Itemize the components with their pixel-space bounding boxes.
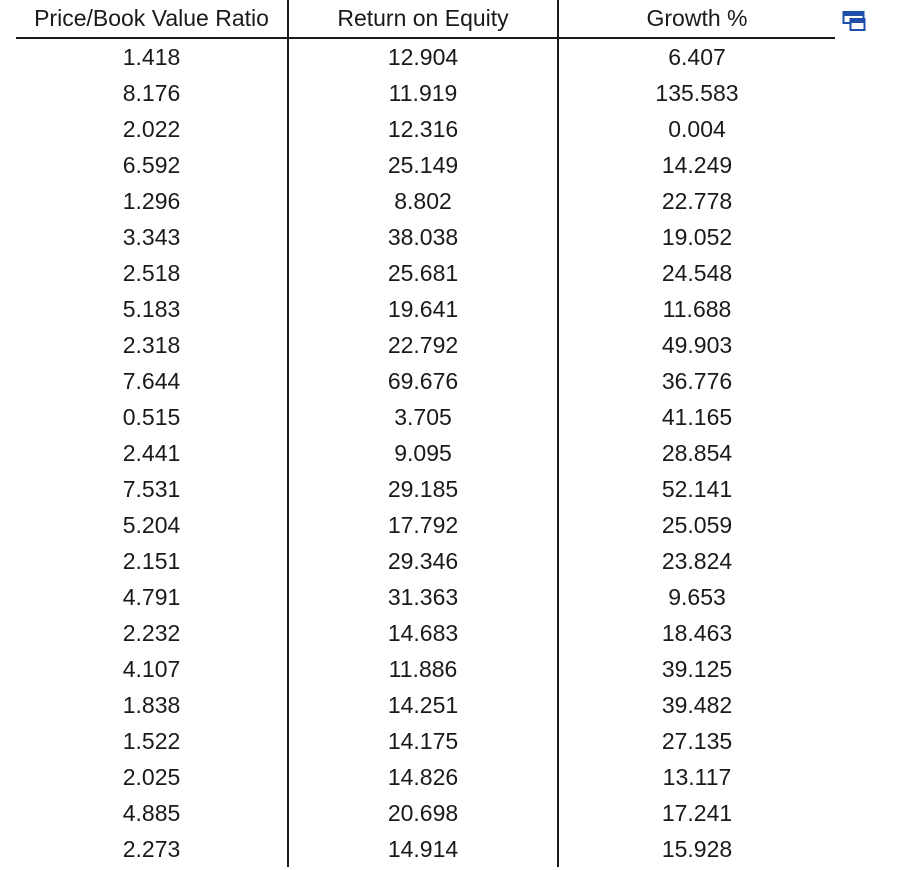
cell-growth-percent: 25.059 (661, 511, 733, 538)
cell-growth-percent: 39.125 (661, 655, 733, 682)
cell-growth-percent: 18.463 (661, 619, 733, 646)
cell-price-book-value-ratio: 2.273 (16, 831, 288, 867)
cell-return-on-equity: 29.185 (288, 471, 558, 507)
cell-growth-percent: 9.653 (668, 583, 726, 610)
table-row (16, 255, 835, 291)
table-row (16, 759, 835, 795)
cell-price-book-value-ratio: 4.791 (16, 579, 288, 615)
cell-price-book-value-ratio: 8.176 (16, 75, 288, 111)
cell-return-on-equity: 19.641 (288, 291, 558, 327)
cell-price-book-value-ratio: 5.183 (16, 291, 288, 327)
cell-return-on-equity: 14.914 (288, 831, 558, 867)
table-row (16, 435, 835, 471)
table-row (16, 291, 835, 327)
cell-growth-percent: 19.052 (661, 223, 733, 250)
cell-growth-percent: 39.482 (661, 691, 733, 718)
cell-return-on-equity: 11.919 (288, 75, 558, 111)
cell-price-book-value-ratio: 7.531 (16, 471, 288, 507)
table-body (16, 38, 835, 867)
cell-return-on-equity: 9.095 (288, 435, 558, 471)
cell-growth-percent: 11.688 (662, 295, 732, 322)
cell-price-book-value-ratio: 1.296 (16, 183, 288, 219)
cell-price-book-value-ratio: 2.318 (16, 327, 288, 363)
table-row (16, 795, 835, 831)
cell-return-on-equity: 12.904 (288, 38, 558, 75)
cell-price-book-value-ratio: 1.522 (16, 723, 288, 759)
cell-growth-percent: 0.004 (668, 115, 726, 142)
table-row (16, 651, 835, 687)
cell-return-on-equity: 11.886 (288, 651, 558, 687)
cell-growth-percent: 6.407 (668, 43, 726, 70)
copy-icon[interactable] (842, 10, 866, 32)
cell-return-on-equity: 3.705 (288, 399, 558, 435)
cell-growth-percent: 24.548 (661, 259, 733, 286)
cell-return-on-equity: 22.792 (288, 327, 558, 363)
column-header-growth-percent: Growth % (558, 0, 835, 38)
cell-growth-percent: 14.249 (661, 151, 733, 178)
table-row (16, 543, 835, 579)
cell-price-book-value-ratio: 4.885 (16, 795, 288, 831)
cell-growth-percent: 52.141 (661, 475, 733, 502)
table-row (16, 615, 835, 651)
column-header-price-book-value-ratio: Price/Book Value Ratio (16, 0, 288, 38)
cell-price-book-value-ratio: 4.107 (16, 651, 288, 687)
cell-price-book-value-ratio: 2.232 (16, 615, 288, 651)
cell-price-book-value-ratio: 1.418 (16, 38, 288, 75)
cell-growth-percent: 15.928 (661, 835, 733, 862)
cell-growth-percent: 23.824 (661, 547, 733, 574)
cell-growth-percent: 49.903 (661, 331, 733, 358)
cell-growth-percent: 41.165 (661, 403, 733, 430)
cell-return-on-equity: 8.802 (288, 183, 558, 219)
table-row (16, 147, 835, 183)
column-header-return-on-equity: Return on Equity (288, 0, 558, 38)
cell-growth-percent: 27.135 (661, 727, 733, 754)
copy-icon-graphic (842, 10, 866, 32)
cell-return-on-equity: 25.681 (288, 255, 558, 291)
data-table (16, 0, 835, 867)
cell-return-on-equity: 25.149 (288, 147, 558, 183)
cell-growth-percent: 135.583 (655, 79, 739, 106)
cell-price-book-value-ratio: 0.515 (16, 399, 288, 435)
cell-return-on-equity: 29.346 (288, 543, 558, 579)
table-row (16, 687, 835, 723)
cell-price-book-value-ratio: 5.204 (16, 507, 288, 543)
table-row (16, 723, 835, 759)
table-row (16, 327, 835, 363)
table-row (16, 219, 835, 255)
header-row (16, 0, 835, 38)
cell-return-on-equity: 31.363 (288, 579, 558, 615)
cell-return-on-equity: 20.698 (288, 795, 558, 831)
cell-growth-percent: 28.854 (661, 439, 733, 466)
cell-price-book-value-ratio: 3.343 (16, 219, 288, 255)
cell-return-on-equity: 14.251 (288, 687, 558, 723)
table-row (16, 579, 835, 615)
cell-return-on-equity: 12.316 (288, 111, 558, 147)
cell-return-on-equity: 38.038 (288, 219, 558, 255)
cell-growth-percent: 17.241 (661, 799, 733, 826)
cell-price-book-value-ratio: 2.441 (16, 435, 288, 471)
cell-price-book-value-ratio: 2.022 (16, 111, 288, 147)
table-row (16, 831, 835, 867)
table-row (16, 507, 835, 543)
cell-return-on-equity: 14.683 (288, 615, 558, 651)
cell-growth-percent: 13.117 (662, 763, 732, 790)
table-row (16, 471, 835, 507)
cell-return-on-equity: 69.676 (288, 363, 558, 399)
cell-return-on-equity: 17.792 (288, 507, 558, 543)
cell-growth-percent: 22.778 (661, 187, 733, 214)
table-row (16, 183, 835, 219)
table-row (16, 75, 835, 111)
cell-price-book-value-ratio: 7.644 (16, 363, 288, 399)
table-row (16, 38, 835, 75)
cell-price-book-value-ratio: 2.025 (16, 759, 288, 795)
cell-price-book-value-ratio: 1.838 (16, 687, 288, 723)
cell-price-book-value-ratio: 2.518 (16, 255, 288, 291)
cell-price-book-value-ratio: 6.592 (16, 147, 288, 183)
cell-price-book-value-ratio: 2.151 (16, 543, 288, 579)
table-row (16, 363, 835, 399)
cell-growth-percent: 36.776 (661, 367, 733, 394)
cell-return-on-equity: 14.175 (288, 723, 558, 759)
table-row (16, 111, 835, 147)
table-row (16, 399, 835, 435)
cell-return-on-equity: 14.826 (288, 759, 558, 795)
